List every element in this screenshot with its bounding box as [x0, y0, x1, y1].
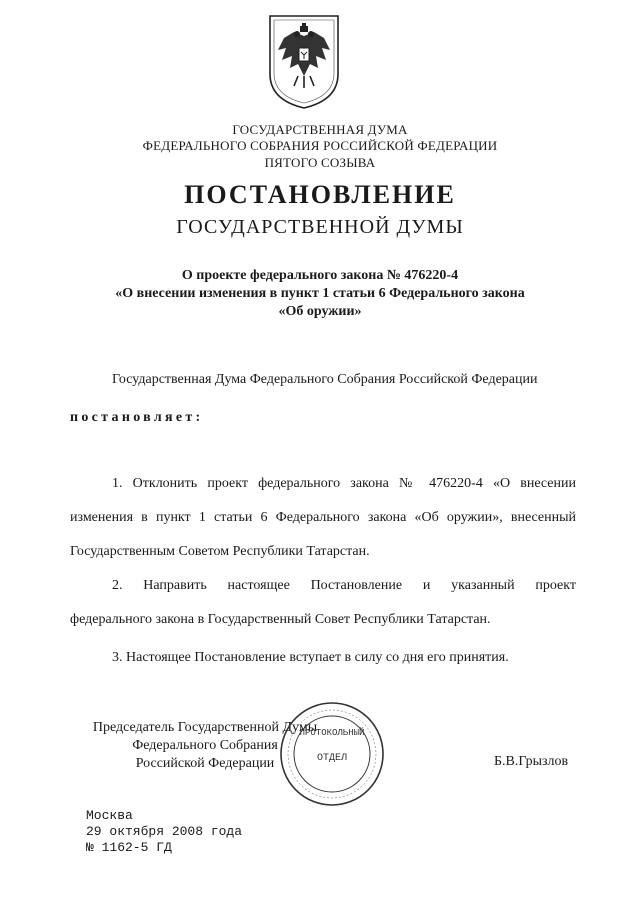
footer-date: 29 октября 2008 года: [86, 824, 243, 839]
item1-line2: изменения в пункт 1 статьи 6 Федерального закона «Об оружии», внесенный: [70, 510, 576, 525]
stamp-top-text: ПРОТОКОЛЬНЫЙ: [299, 728, 365, 738]
header-duma: ГОСУДАРСТВЕННАЯ ДУМА: [232, 122, 408, 137]
document-subtitle: ГОСУДАРСТВЕННОЙ ДУМЫ: [176, 216, 464, 238]
bill-heading-line1: О проекте федерального закона № 476220-4: [181, 268, 459, 283]
signature-title-line2: Федерального Собрания: [132, 738, 278, 753]
coat-of-arms-russia-icon: [264, 10, 344, 110]
stamp-center-text: ОТДЕЛ: [316, 753, 348, 764]
item2-line2: федерального закона в Государственный Совет Республики Татарстан.: [70, 612, 491, 627]
official-stamp: [278, 700, 386, 808]
signature-title-line3: Российской Федерации: [135, 756, 275, 771]
item3-text: 3. Настоящее Постановление вступает в силу со дня его принятия.: [112, 650, 509, 665]
signature-title-line1: Председатель Государственной Думы: [92, 720, 318, 735]
intro-text: Государственная Дума Федерального Собрания Российской Федерации: [112, 372, 538, 387]
header-federal-assembly: ФЕДЕРАЛЬНОГО СОБРАНИЯ РОССИЙСКОЙ ФЕДЕРАЦИИ: [142, 138, 498, 153]
header-convocation: ПЯТОГО СОЗЫВА: [264, 155, 376, 170]
footer-number: № 1162-5 ГД: [86, 840, 172, 855]
item1-line1: 1. Отклонить проект федерального закона № 476220-4 «О внесении: [112, 476, 576, 491]
bill-heading-line3: «Об оружии»: [278, 304, 362, 319]
signatory-name: Б.В.Грызлов: [494, 754, 569, 769]
coat-of-arms-emblem: [264, 10, 344, 110]
bill-heading-line2: «О внесении изменения в пункт 1 статьи 6 Федерального закона: [115, 286, 525, 301]
document-title: ПОСТАНОВЛЕНИЕ: [184, 180, 456, 209]
footer-city: Москва: [86, 808, 133, 823]
item2-line1: 2. Направить настоящее Постановление и указанный проект: [112, 578, 576, 593]
resolves-word: постановляет:: [70, 410, 204, 425]
item1-line3: Государственным Советом Республики Татарстан.: [70, 544, 370, 559]
